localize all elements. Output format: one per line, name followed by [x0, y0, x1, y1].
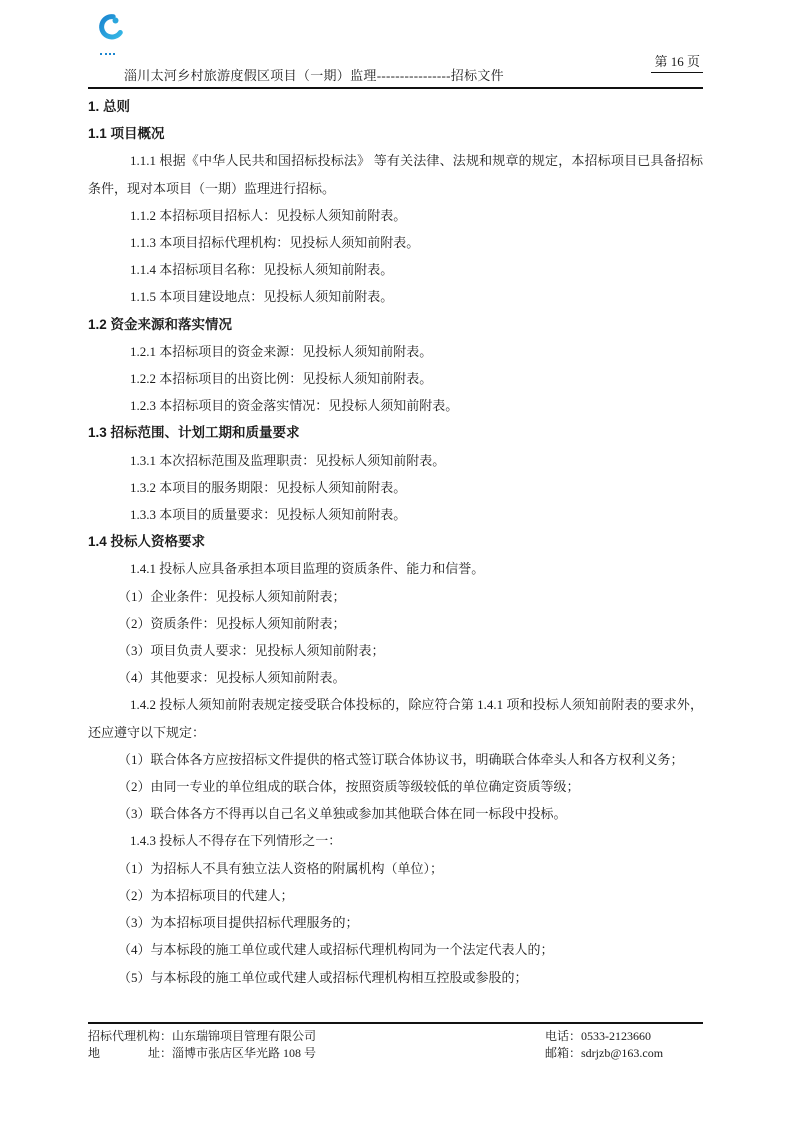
clause-paragraph: 1.1.3 本项目招标代理机构：见投标人须知前附表。 — [130, 235, 420, 251]
section-heading: 1.2 资金来源和落实情况 — [88, 316, 233, 332]
agency-name: 山东瑞锦项目管理有限公司 — [172, 1029, 317, 1043]
clause-paragraph: 1.2.3 本招标项目的资金落实情况：见投标人须知前附表。 — [130, 398, 459, 414]
clause-paragraph: 1.1.4 本招标项目名称：见投标人须知前附表。 — [130, 262, 394, 278]
clause-paragraph: 1.3.3 本项目的质量要求：见投标人须知前附表。 — [130, 507, 407, 523]
email-label: 邮箱： — [545, 1046, 582, 1060]
phone-value: 0533-2123660 — [581, 1029, 652, 1043]
phone-label: 电话： — [545, 1029, 582, 1043]
list-item: （3）联合体各方不得再以自己名义单独或参加其他联合体在同一标段中投标。 — [118, 806, 567, 822]
clause-paragraph: 1.1.2 本招标项目招标人：见投标人须知前附表。 — [130, 207, 407, 223]
section-heading: 1.4 投标人资格要求 — [88, 534, 206, 550]
email-value: sdrjzb@163.com — [581, 1046, 664, 1060]
swirl-logo-icon — [98, 12, 126, 46]
clause-paragraph: 1.1.5 本项目建设地点：见投标人须知前附表。 — [130, 289, 394, 305]
footer-agency-block — [88, 1028, 316, 1062]
clause-paragraph: 1.4.1 投标人应具备承担本项目监理的资质条件、能力和信誉。 — [130, 561, 485, 577]
list-item: （1）企业条件：见投标人须知前附表； — [118, 588, 346, 604]
list-item: （5）与本标段的施工单位或代建人或招标代理机构相互控股或参股的； — [118, 969, 528, 985]
list-item: （2）由同一专业的单位组成的联合体，按照资质等级较低的单位确定资质等级； — [118, 779, 580, 795]
company-logo-icon — [98, 12, 126, 50]
section-heading: 1. 总则 — [88, 99, 131, 114]
list-item: （3）为本招标项目提供招标代理服务的； — [118, 915, 359, 931]
document-body — [88, 93, 703, 991]
footer-address-row — [88, 1045, 316, 1062]
document-header-title: 淄川太河乡村旅游度假区项目（一期）监理----------------招标文件 — [124, 68, 504, 83]
clause-paragraph: 1.2.1 本招标项目的资金来源：见投标人须知前附表。 — [130, 343, 433, 359]
page-number: 第 16 页 — [651, 51, 703, 73]
page-header — [88, 0, 703, 89]
address-label: 地 址： — [88, 1046, 173, 1060]
logo-caption-marks — [100, 51, 115, 55]
clause-paragraph: 1.2.2 本招标项目的出资比例：见投标人须知前附表。 — [130, 371, 433, 387]
list-item: （4）与本标段的施工单位或代建人或招标代理机构同为一个法定代表人的； — [118, 942, 554, 958]
list-item: （1）为招标人不具有独立法人资格的附属机构（单位）； — [118, 860, 444, 876]
agency-label: 招标代理机构： — [88, 1029, 173, 1043]
section-heading: 1.3 招标范围、计划工期和质量要求 — [88, 425, 300, 441]
list-item: （3）项目负责人要求：见投标人须知前附表； — [118, 643, 385, 659]
footer-agency-row — [88, 1028, 316, 1045]
section-heading: 1.1 项目概况 — [88, 126, 165, 142]
footer-phone-row — [545, 1028, 703, 1045]
clause-paragraph: 1.1.1 根据《中华人民共和国招标投标法》 等有关法律、法规和规章的规定，本招标项目已具备招标条件，现对本项目（一期）监理进行招标。 — [88, 153, 703, 196]
list-item: （2）为本招标项目的代建人； — [118, 887, 294, 903]
address-value: 淄博市张店区华光路 108 号 — [172, 1046, 317, 1060]
clause-paragraph: 1.3.2 本项目的服务期限：见投标人须知前附表。 — [130, 479, 407, 495]
page-footer — [88, 1022, 703, 1062]
clause-paragraph: 1.3.1 本次招标范围及监理职责：见投标人须知前附表。 — [130, 452, 446, 468]
clause-paragraph: 1.4.2 投标人须知前附表规定接受联合体投标的，除应符合第 1.4.1 项和投标人须知前附表的要求外，还应遵守以下规定： — [88, 697, 703, 740]
list-item: （2）资质条件：见投标人须知前附表； — [118, 615, 346, 631]
footer-contact-block — [545, 1028, 703, 1062]
clause-paragraph: 1.4.3 投标人不得存在下列情形之一： — [130, 833, 342, 849]
list-item: （1）联合体各方应按招标文件提供的格式签订联合体协议书，明确联合体牵头人和各方权利义务； — [118, 751, 684, 767]
list-item: （4）其他要求：见投标人须知前附表。 — [118, 670, 346, 686]
footer-email-row — [545, 1045, 703, 1062]
